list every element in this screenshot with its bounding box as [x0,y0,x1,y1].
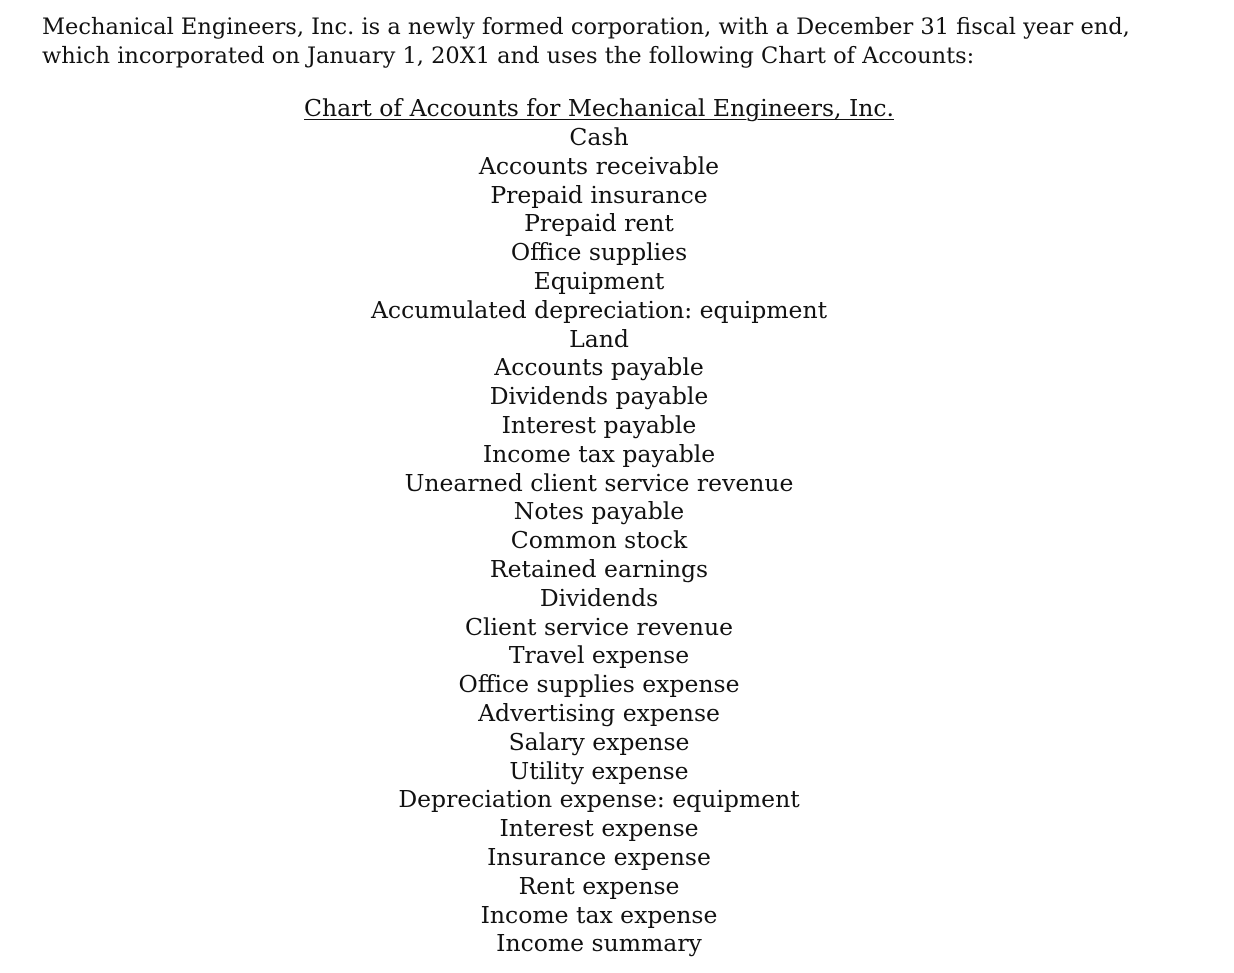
account-item: Common stock [510,526,688,555]
account-item: Accounts receivable [478,151,720,180]
account-list [0,123,1198,958]
account-item: Salary expense [508,727,690,756]
account-item: Interest expense [499,814,699,843]
account-item: Insurance expense [487,842,711,871]
account-item: Income tax expense [480,900,718,929]
account-item: Unearned client service revenue [404,468,794,497]
account-item: Prepaid rent [524,209,674,238]
account-item: Accounts payable [494,353,704,382]
account-item: Retained earnings [489,554,709,583]
account-item: Dividends [539,583,659,612]
account-item: Office supplies expense [458,670,740,699]
chart-of-accounts [0,94,1198,958]
account-item: Income summary [496,929,702,958]
account-item: Prepaid insurance [490,180,708,209]
account-item: Interest payable [501,410,697,439]
account-item: Utility expense [509,756,689,785]
account-item: Office supplies [510,238,688,267]
account-item: Income tax payable [482,439,716,468]
account-item: Depreciation expense: equipment [398,785,800,814]
account-item: Equipment [533,266,665,295]
account-item: Notes payable [513,497,685,526]
account-item: Advertising expense [478,698,720,727]
account-item: Client service revenue [464,612,733,641]
intro-paragraph: Mechanical Engineers, Inc. is a newly formed corporation, with a December 31 fiscal year end, which incorporated on January 1, 20X1 and uses the following Chart of Accounts: [42,14,1130,69]
account-item: Rent expense [518,871,680,900]
account-item: Dividends payable [489,382,709,411]
account-item: Land [569,324,629,353]
account-item: Cash [569,123,629,151]
account-item: Accumulated depreciation: equipment [370,295,828,324]
chart-title: Chart of Accounts for Mechanical Engineers, Inc. [304,94,894,122]
account-item: Travel expense [508,641,690,670]
